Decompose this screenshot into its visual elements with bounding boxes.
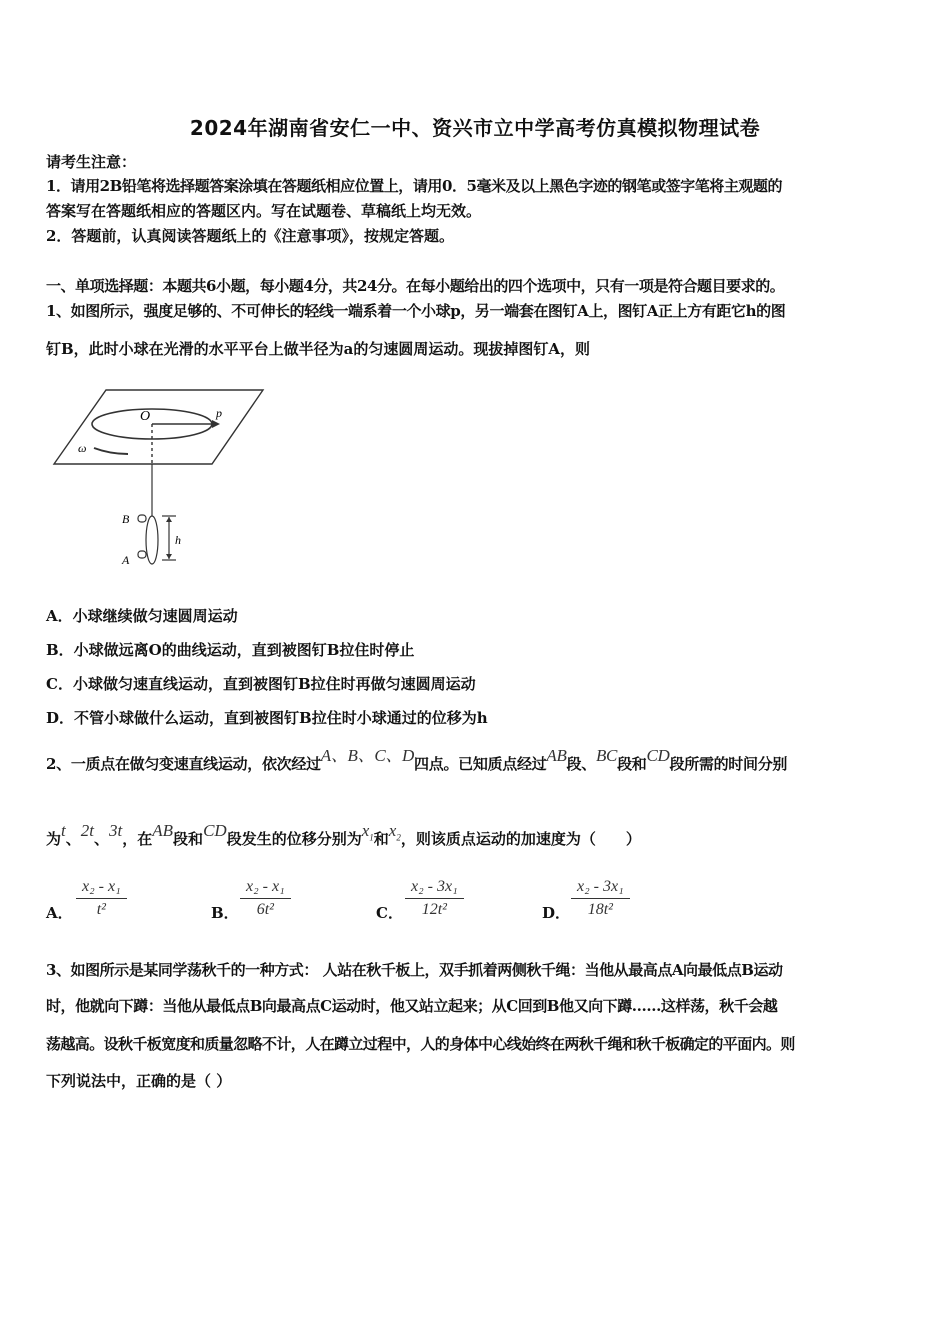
q2-points: A、B、C、D	[320, 746, 415, 765]
notice-line: 答案写在答题纸相应的答题区内。写在试题卷、草稿纸上均无效。	[46, 202, 482, 220]
q2-text: 和	[373, 830, 389, 848]
label-b: B	[122, 512, 130, 526]
q2-text: ，则该质点运动的加速度为（ ）	[400, 830, 641, 848]
notice-line: 1．请用2B铅笔将选择题答案涂填在答题纸相应位置上，请用0．5毫米及以上黑色字迹的钢笔或签字笔将主观题的	[46, 177, 783, 195]
q2-text: 四点。已知质点经过	[414, 755, 547, 773]
q2-option-b-fraction: $\frac{\text{x₂ - x₁}}{\text{6t²}}$	[240, 878, 291, 919]
notice-heading: 请考生注意：	[46, 153, 137, 171]
label-a: A	[122, 553, 130, 567]
q2-seg-bc: BC	[595, 746, 618, 765]
q3-stem-line: 荡越高。设秋千板宽度和质量忽略不计，人在蹲立过程中，人的身体中心线始终在两秋千绳和秋千板确定的平面内。则	[46, 1035, 795, 1053]
pin-a	[138, 551, 146, 558]
label-h: h	[175, 533, 181, 547]
q2-t3: 3t	[109, 821, 123, 840]
q2-seg-ab2: AB	[152, 821, 174, 840]
pin-b	[138, 515, 146, 522]
q2-stem-line1	[46, 746, 788, 774]
q2-text: 为	[46, 830, 62, 848]
q2-t2: 2t	[80, 821, 94, 840]
q2-text: 段和	[617, 755, 647, 773]
q3-stem-line: 3、如图所示是某同学荡秋千的一种方式： 人站在秋千板上，双手抓着两侧秋千绳：当他从最高点A向最低点B运动	[46, 961, 783, 979]
label-p: p	[216, 406, 222, 420]
q1-stem-line: 1、如图所示，强度足够的、不可伸长的轻线一端系着一个小球p，另一端套在图钉A上，图钉A正上方有距它h的图	[46, 302, 786, 320]
thread-loop	[146, 516, 158, 564]
q3-stem-line: 时，他就向下蹲：当他从最低点B向最高点C运动时，他又站立起来；从C回到B他又向下蹲……这样荡，秋千会越	[46, 997, 778, 1015]
q2-stem-line2	[46, 821, 641, 855]
section-heading: 一、单项选择题：本题共6小题，每小题4分，共24分。在每小题给出的四个选项中，只有一项是符合题目要求的。	[46, 277, 785, 295]
q2-text: 段和	[173, 830, 204, 848]
q1-option-d: D．不管小球做什么运动，直到被图钉B拉住时小球通过的位移为h	[46, 709, 488, 727]
q2-x1: $x_1$	[361, 821, 374, 843]
q1-option-c: C．小球做匀速直线运动，直到被图钉B拉住时再做匀速圆周运动	[46, 675, 476, 693]
q2-option-a-fraction: $\frac{\text{x₂ - x₁}}{\text{t²}}$	[76, 878, 127, 919]
q2-option-c-label: C．	[376, 904, 403, 922]
q2-text: 段所需的时间分别	[669, 755, 788, 773]
q2-t1: t	[61, 821, 66, 840]
label-omega: ω	[78, 441, 87, 455]
label-o: O	[140, 409, 151, 424]
h-arrow-down	[166, 554, 172, 559]
q2-x2: $x_2$	[388, 821, 401, 843]
q2-option-a-label: A．	[46, 904, 73, 922]
h-arrow-up	[166, 517, 172, 522]
omega-arrow	[94, 448, 128, 454]
q2-option-b-label: B．	[211, 904, 239, 922]
q2-text: 段发生的位移分别为	[226, 830, 362, 848]
q2-seg-cd: CD	[646, 746, 670, 765]
ball-p	[212, 422, 216, 426]
q2-seg-cd2: CD	[203, 821, 227, 840]
q3-stem-line: 下列说法中，正确的是（ ）	[46, 1072, 232, 1090]
q1-option-a: A．小球继续做匀速圆周运动	[46, 607, 238, 625]
q2-text: 段、	[566, 755, 596, 773]
q1-stem-line: 钉B，此时小球在光滑的水平平台上做半径为a的匀速圆周运动。现拔掉图钉A，则	[46, 340, 591, 358]
q1-figure	[48, 386, 278, 576]
page-title: 2024年湖南省安仁一中、资兴市立中学高考仿真模拟物理试卷	[189, 116, 761, 140]
q2-text: ，在	[122, 830, 153, 848]
q2-text: 、	[94, 830, 110, 848]
q2-text: 2、一质点在做匀变速直线运动，依次经过	[46, 755, 321, 773]
notice-line: 2．答题前，认真阅读答题纸上的《注意事项》，按规定答题。	[46, 227, 454, 245]
q2-text: 、	[65, 830, 81, 848]
q1-option-b: B．小球做远离O的曲线运动，直到被图钉B拉住时停止	[46, 641, 415, 659]
q2-option-c-fraction: $\frac{\text{x₂ - 3x₁}}{\text{12t²}}$	[405, 878, 464, 919]
q2-option-d-label: D．	[542, 904, 571, 922]
q2-seg-ab: AB	[546, 746, 567, 765]
q2-option-d-fraction: $\frac{\text{x₂ - 3x₁}}{\text{18t²}}$	[571, 878, 630, 919]
